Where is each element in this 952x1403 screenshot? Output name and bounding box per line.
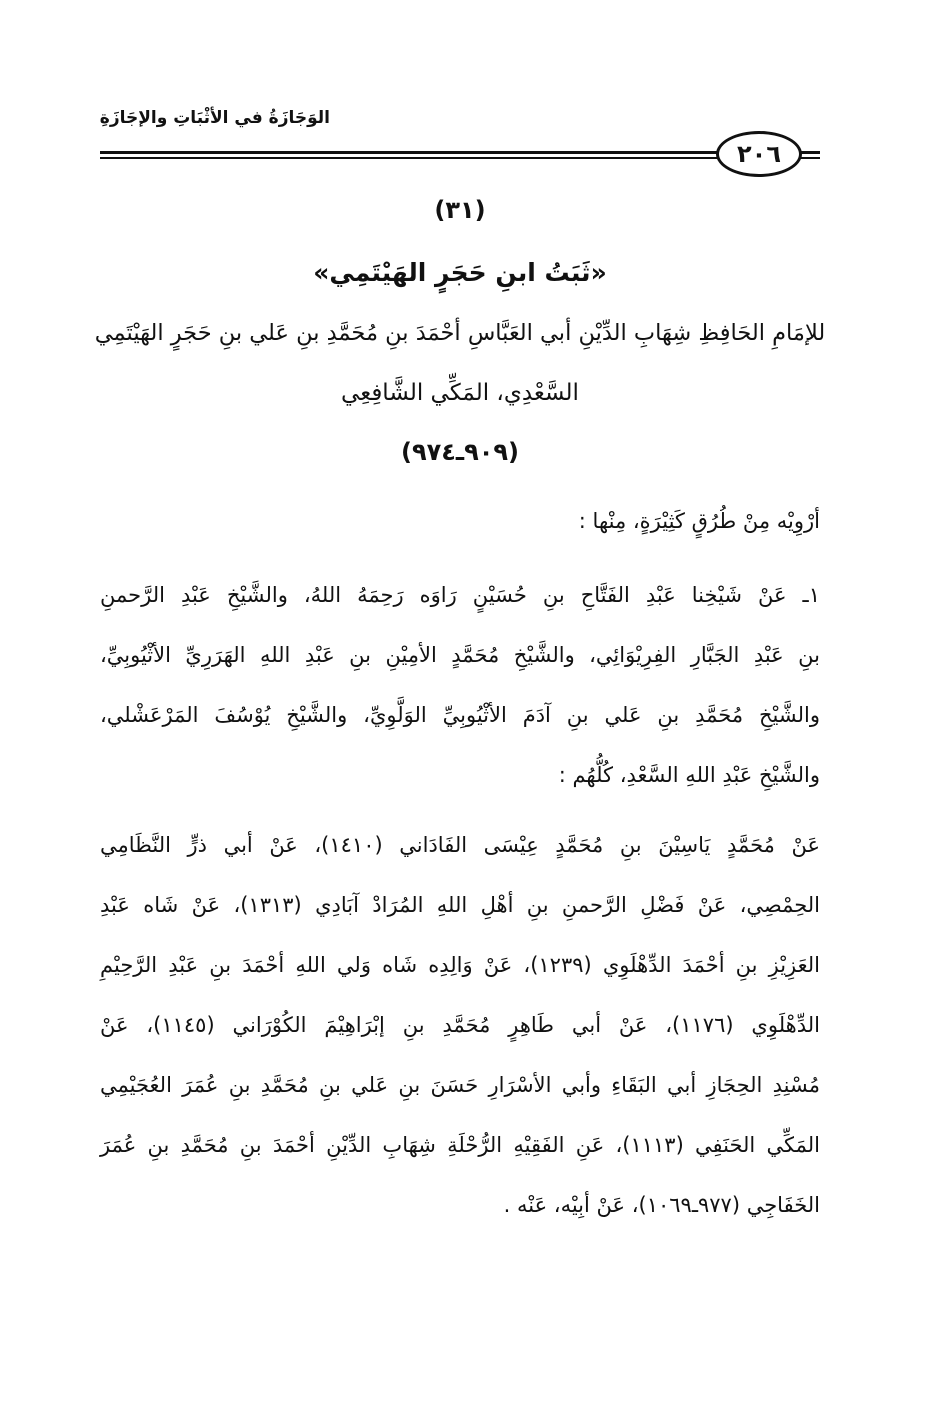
author-line: للإمَامِ الحَافِظِ شِهَابِ الدِّيْنِ أبي العَبَّاسِ أحْمَدَ بنِ مُحَمَّدِ بنِ عَلي بنِ حَجَرٍ الهَيْتَمِي: [94, 320, 826, 346]
intro-line: أرْوِيْه مِنْ طُرُقٍ كَثِيْرَةٍ، مِنْها :: [578, 509, 820, 533]
paragraph-line: مُسْنِدِ الحِجَازِ أبي البَقَاءِ وأبي الأسْرَارِ حَسَنَ بنِ عَلي بنِ مُحَمَّدِ بنِ عُمَرَ العُجَيْمِي: [100, 1073, 820, 1097]
header-rule-tail: [800, 157, 820, 159]
page-number: ٢٠٦: [716, 131, 802, 177]
header-rule: [100, 151, 720, 154]
running-title: الوَجَازَةُ في الأثْبَاتِ والإجَازَةِ: [99, 108, 330, 128]
paragraph-line: ١ـ عَنْ شَيْخِنا عَبْدِ الفَتَّاحِ بنِ حُسَيْنٍ رَاوَه رَحِمَهُ اللهُ، والشَّيْخِ عَبْدِ الرَّحمنِ: [100, 583, 820, 607]
paragraph-line: الدِّهْلَوِي (١١٧٦)، عَنْ أبي طَاهِرٍ مُحَمَّدِ بنِ إبْرَاهِيْمَ الكُوْرَاني (١١٤٥)، عَنْ: [100, 1013, 820, 1037]
entry-number: (٣١): [434, 196, 486, 224]
paragraph-line: عَنْ مُحَمَّدٍ يَاسِيْنَ بنِ مُحَمَّدٍ عِيْسَى الفَادَاني (١٤١٠)، عَنْ أبي ذرٍّ النَّظَامِي: [100, 833, 820, 857]
paragraph-line: الحِمْصِي، عَنْ فَضْلِ الرَّحمنِ بنِ أهْلِ اللهِ المُرَادْ آبَادِي (١٣١٣)، عَنْ شَاه عَبْدِ: [100, 893, 820, 917]
paragraph-line: الخَفَاجِي (٩٧٧ـ١٠٦٩)، عَنْ أبِيْه، عَنْه .: [503, 1193, 820, 1217]
header-rule: [100, 157, 720, 159]
paragraph-line: والشَّيْخِ عَبْدِ اللهِ السَّعْدِ، كُلُّهُم :: [558, 763, 820, 787]
author-line: السَّعْدِي، المَكِّي الشَّافِعِي: [341, 380, 579, 406]
work-title: «ثَبَتُ ابنِ حَجَرٍ الهَيْتَمِي»: [313, 258, 607, 287]
paragraph-line: العَزِيْزِ بنِ أحْمَدَ الدِّهْلَوِي (١٢٣٩)، عَنْ وَالِدِه شَاه وَلي اللهِ أحْمَدَ بنِ عَبْدِ الرَّحِيْمِ: [100, 953, 821, 977]
paragraph-line: والشَّيْخِ مُحَمَّدِ بنِ عَلي بنِ آدَمَ الأثْيُوبِيِّ الوَلَّوِيِّ، والشَّيْخِ يُوْسُفَ المَرْعَشْلي،: [100, 703, 820, 727]
paragraph-line: المَكِّي الحَنَفِي (١١١٣)، عَنِ الفَقِيْهِ الرُّحْلَةِ شِهَابِ الدِّيْنِ أحْمَدَ بنِ مُحَمَّدِ بنِ عُمَرَ: [100, 1133, 820, 1157]
life-dates: (٩٠٩ـ٩٧٤): [400, 438, 520, 466]
header-rule-tail: [800, 151, 820, 154]
paragraph-line: بنِ عَبْدِ الجَبَّارِ الفِرِيْوَائِي، والشَّيْخِ مُحَمَّدٍ الأمِيْنِ بنِ عَبْدِ اللهِ الهَرَرِيِّ الأثْيُوبِيِّ،: [100, 643, 820, 667]
